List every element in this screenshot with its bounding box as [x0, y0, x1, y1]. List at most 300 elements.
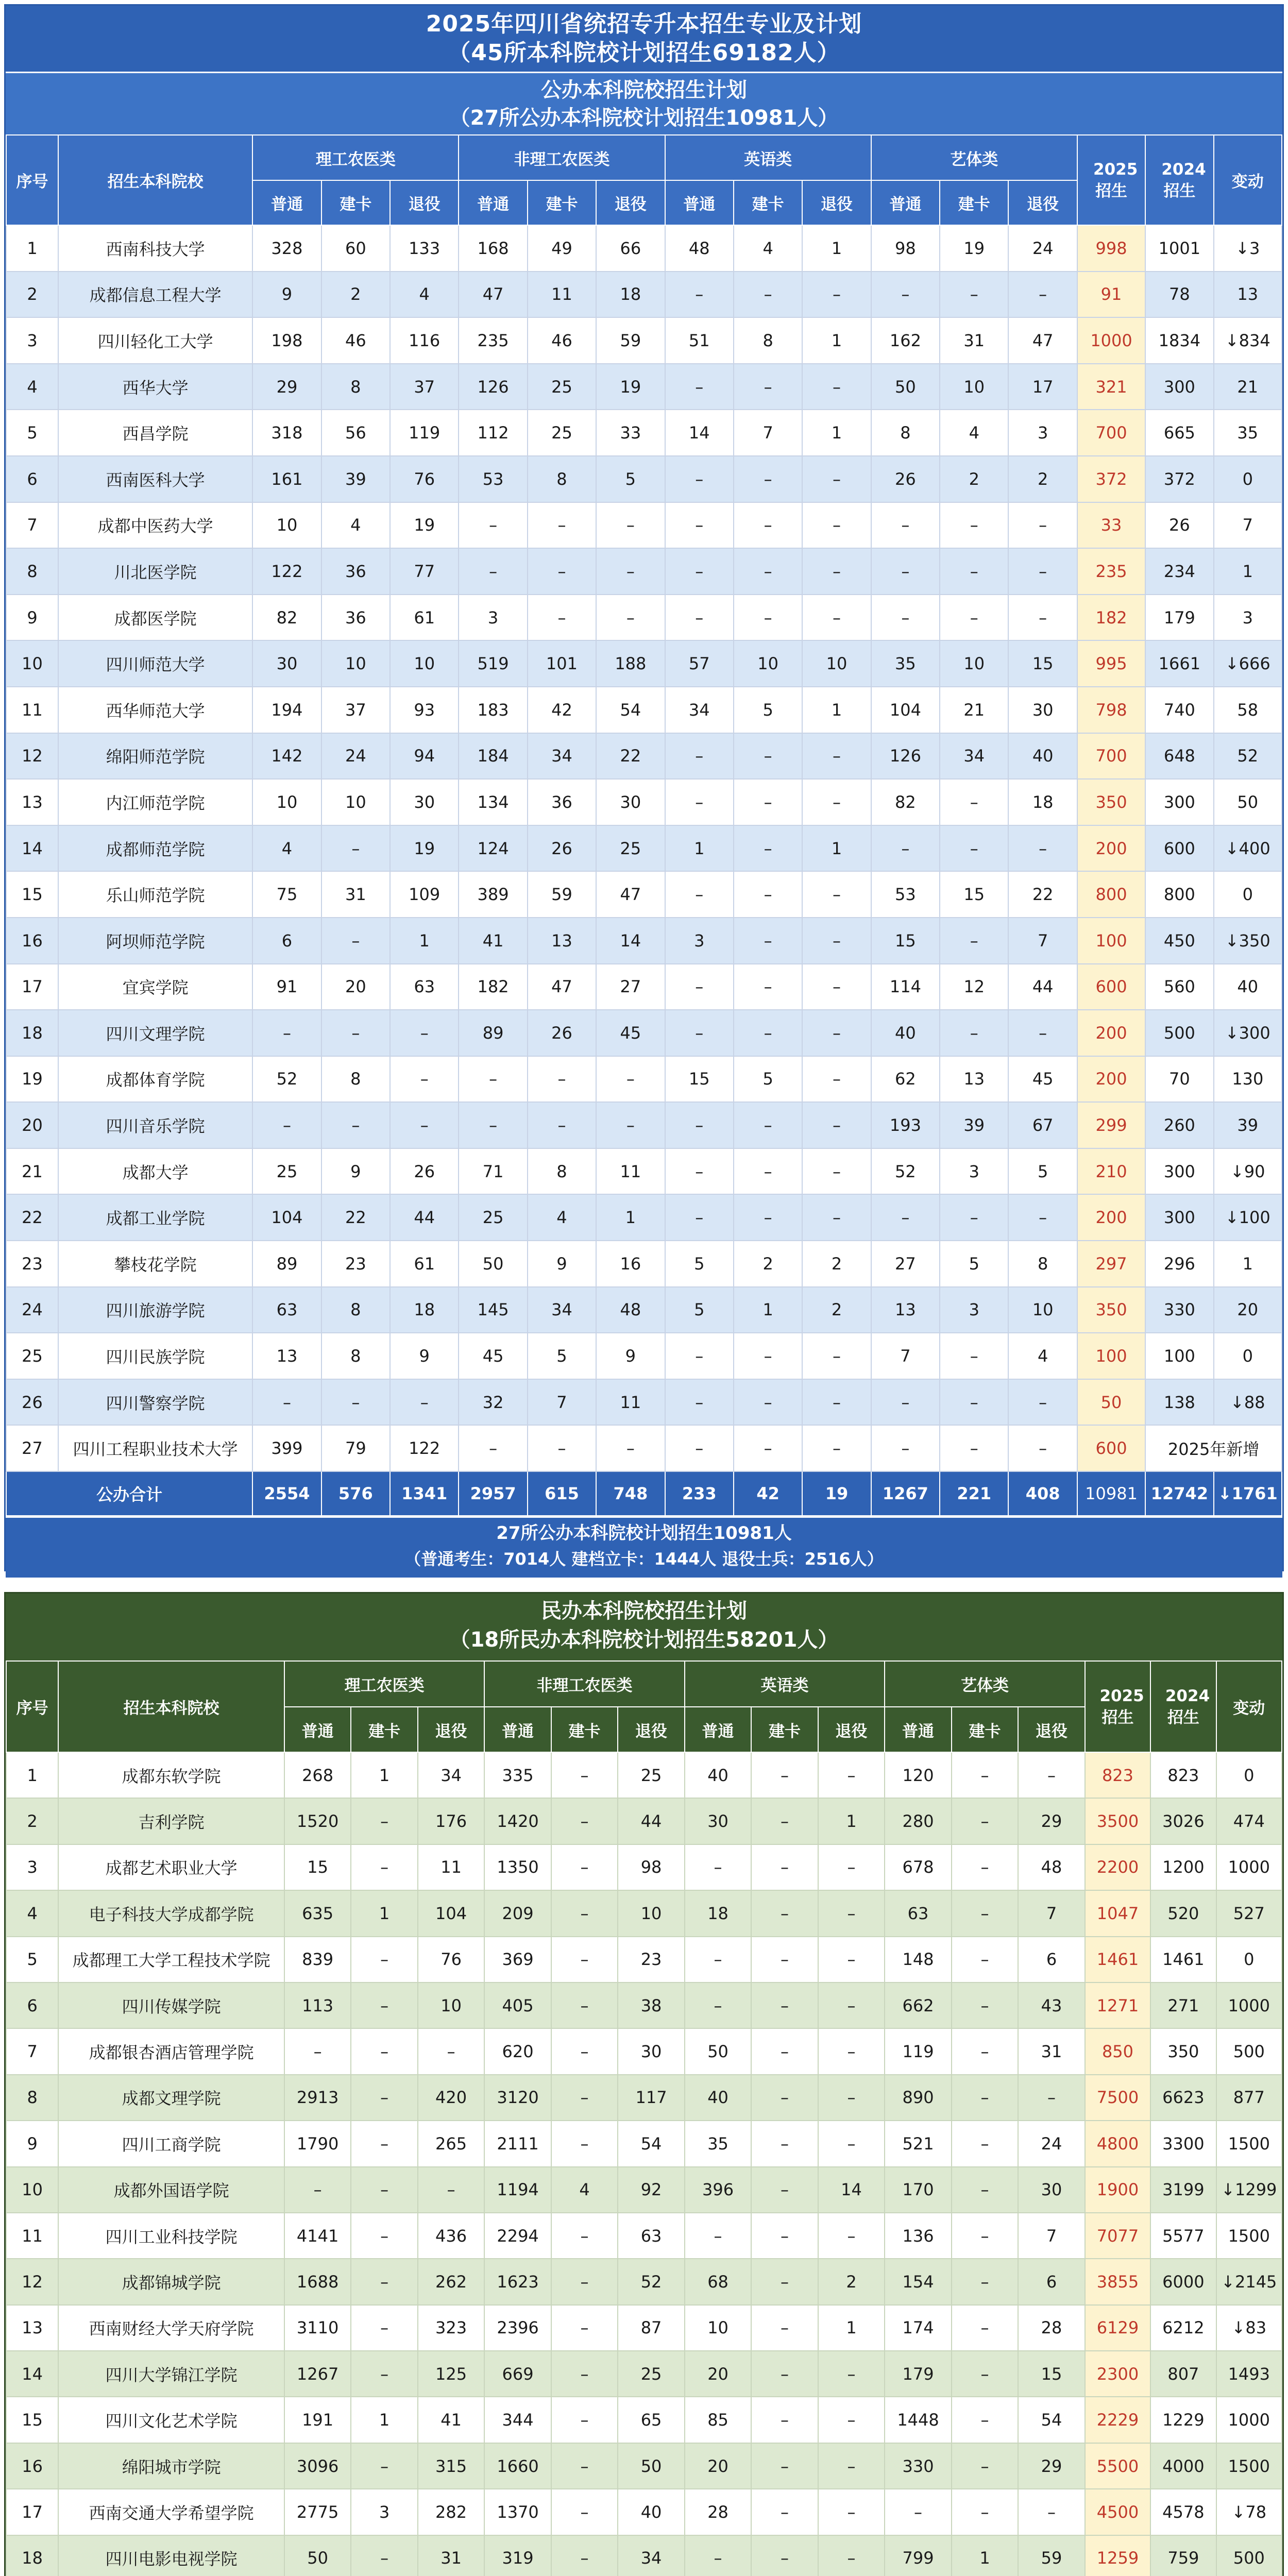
- cell: 662: [885, 1982, 951, 2028]
- row-seq: 4: [6, 364, 58, 410]
- sub-card: 建卡: [351, 1707, 417, 1752]
- cell: 30: [390, 779, 459, 825]
- table-row: [6, 272, 1282, 318]
- sub-veteran: 退役: [418, 1707, 485, 1752]
- cell: –: [321, 918, 390, 964]
- cell: –: [351, 2028, 417, 2074]
- cell: –: [751, 2028, 818, 2074]
- cell: –: [751, 1982, 818, 2028]
- total-value: 233: [665, 1471, 734, 1516]
- cell: –: [596, 502, 665, 549]
- cell: 94: [390, 733, 459, 779]
- cell: –: [818, 2397, 885, 2443]
- cell: 63: [252, 1287, 321, 1333]
- cell: –: [734, 871, 802, 918]
- cell: 25: [618, 2351, 685, 2397]
- plan-2024: 1229: [1150, 2397, 1216, 2443]
- cell: 669: [484, 2351, 551, 2397]
- plan-2024: 450: [1145, 918, 1213, 964]
- plan-2025: 350: [1077, 779, 1145, 825]
- plan-2025: 850: [1085, 2028, 1150, 2074]
- public-table-body: [6, 225, 1282, 1471]
- cell: 1448: [885, 2397, 951, 2443]
- cell: –: [351, 2075, 417, 2121]
- school-name: 成都医学院: [58, 595, 252, 641]
- plan-2025: 50: [1077, 1379, 1145, 1426]
- cell: –: [321, 825, 390, 872]
- cell: 54: [1018, 2397, 1085, 2443]
- plan-2025: 1271: [1085, 1982, 1150, 2028]
- cell: –: [252, 1379, 321, 1426]
- cell: 1420: [484, 1798, 551, 1844]
- cell: –: [551, 2259, 618, 2304]
- cell: –: [351, 2213, 417, 2259]
- sub-veteran: 退役: [1008, 180, 1077, 225]
- cell: –: [551, 2121, 618, 2166]
- cell: –: [952, 1937, 1018, 1982]
- cell: 5: [940, 1241, 1008, 1287]
- cell: –: [751, 1798, 818, 1844]
- sub-regular: 普通: [871, 180, 940, 225]
- change-value: 0: [1214, 1333, 1282, 1379]
- cell: –: [459, 1425, 527, 1471]
- total-value: 615: [528, 1471, 596, 1516]
- plan-2025: 3500: [1085, 1798, 1150, 1844]
- plan-2025: 798: [1077, 687, 1145, 733]
- cell: 1688: [284, 2259, 351, 2304]
- cell: 18: [685, 1890, 751, 1936]
- change-value: ↓78: [1216, 2489, 1282, 2535]
- cell: 13: [528, 918, 596, 964]
- total-value: 221: [940, 1471, 1008, 1516]
- plan-2024: 823: [1150, 1752, 1216, 1798]
- cell: –: [802, 1379, 871, 1426]
- col-cat-english: 英语类: [665, 135, 871, 180]
- cell: 26: [528, 825, 596, 872]
- table-row: [6, 2259, 1282, 2304]
- cell: –: [551, 1890, 618, 1936]
- cell: –: [665, 1148, 734, 1195]
- cell: –: [685, 2213, 751, 2259]
- cell: –: [871, 1425, 940, 1471]
- row-seq: 8: [6, 2075, 58, 2121]
- cell: 25: [459, 1194, 527, 1241]
- cell: 59: [596, 317, 665, 364]
- table-row: [6, 2535, 1282, 2576]
- cell: 19: [390, 502, 459, 549]
- cell: –: [952, 2213, 1018, 2259]
- change-value: 20: [1214, 1287, 1282, 1333]
- plan-2024: 740: [1145, 687, 1213, 733]
- plan-2024: 6000: [1150, 2259, 1216, 2304]
- cell: –: [818, 1752, 885, 1798]
- school-name: 成都锦城学院: [58, 2259, 284, 2304]
- cell: 799: [885, 2535, 951, 2576]
- change-value: 58: [1214, 687, 1282, 733]
- cell: 1660: [484, 2443, 551, 2489]
- table-row: [6, 640, 1282, 687]
- cell: –: [665, 1379, 734, 1426]
- cell: 76: [418, 1937, 485, 1982]
- cell: –: [321, 1102, 390, 1148]
- row-seq: 26: [6, 1379, 58, 1426]
- sub-veteran: 退役: [596, 180, 665, 225]
- cell: 52: [252, 1056, 321, 1103]
- plan-2025: 350: [1077, 1287, 1145, 1333]
- sub-veteran: 退役: [802, 180, 871, 225]
- cell: 63: [618, 2213, 685, 2259]
- cell: 4: [390, 272, 459, 318]
- cell: 4141: [284, 2213, 351, 2259]
- plan-2025: 200: [1077, 1194, 1145, 1241]
- plan-2025: 700: [1077, 410, 1145, 456]
- plan-2025: 823: [1085, 1752, 1150, 1798]
- cell: 41: [418, 2397, 485, 2443]
- cell: 93: [390, 687, 459, 733]
- col-cat-english: 英语类: [685, 1661, 885, 1707]
- plan-2025: 3855: [1085, 2259, 1150, 2304]
- cell: 53: [459, 456, 527, 502]
- cell: –: [802, 272, 871, 318]
- total-value: 19: [802, 1471, 871, 1516]
- cell: 35: [685, 2121, 751, 2166]
- cell: 182: [459, 964, 527, 1010]
- table-row: [6, 825, 1282, 872]
- public-table: [6, 134, 1282, 1516]
- public-summary: [6, 1516, 1282, 1578]
- row-seq: 17: [6, 964, 58, 1010]
- row-seq: 8: [6, 548, 58, 595]
- cell: 24: [1018, 2121, 1085, 2166]
- cell: 50: [459, 1241, 527, 1287]
- cell: 68: [685, 2259, 751, 2304]
- cell: 24: [1008, 225, 1077, 272]
- school-name: 绵阳城市学院: [58, 2443, 284, 2489]
- cell: –: [952, 2259, 1018, 2304]
- cell: 323: [418, 2305, 485, 2351]
- change-value: ↓3: [1214, 225, 1282, 272]
- cell: 47: [1008, 317, 1077, 364]
- row-seq: 15: [6, 871, 58, 918]
- cell: 50: [618, 2443, 685, 2489]
- cell: –: [734, 1194, 802, 1241]
- private-subheading: （18所民办本科院校计划招生58201人）: [449, 1628, 839, 1652]
- cell: –: [952, 2397, 1018, 2443]
- cell: 85: [685, 2397, 751, 2443]
- table-row: [6, 2213, 1282, 2259]
- plan-2025: 998: [1077, 225, 1145, 272]
- cell: –: [665, 1333, 734, 1379]
- cell: 75: [252, 871, 321, 918]
- cell: 369: [484, 1937, 551, 1982]
- plan-2024: 1200: [1150, 1844, 1216, 1890]
- cell: –: [528, 595, 596, 641]
- cell: –: [818, 2213, 885, 2259]
- row-seq: 7: [6, 2028, 58, 2074]
- cell: 21: [940, 687, 1008, 733]
- change-value: 1500: [1216, 2213, 1282, 2259]
- change-value: ↓90: [1214, 1148, 1282, 1195]
- cell: 678: [885, 1844, 951, 1890]
- cell: 7: [734, 410, 802, 456]
- cell: 8: [321, 1056, 390, 1103]
- col-2025: 2025招生: [1085, 1661, 1150, 1752]
- sub-regular: 普通: [284, 1707, 351, 1752]
- cell: –: [818, 2121, 885, 2166]
- main-title-band: [6, 6, 1282, 72]
- plan-2025: 100: [1077, 1333, 1145, 1379]
- school-name: 攀枝花学院: [58, 1241, 252, 1287]
- cell: –: [818, 1890, 885, 1936]
- cell: 7: [528, 1379, 596, 1426]
- cell: 2: [940, 456, 1008, 502]
- cell: 40: [685, 2075, 751, 2121]
- cell: 59: [528, 871, 596, 918]
- cell: 3096: [284, 2443, 351, 2489]
- cell: 42: [528, 687, 596, 733]
- cell: 117: [618, 2075, 685, 2121]
- change-value: 0: [1216, 1752, 1282, 1798]
- cell: –: [596, 595, 665, 641]
- school-name: 西南交通大学希望学院: [58, 2489, 284, 2535]
- cell: 262: [418, 2259, 485, 2304]
- cell: 1: [802, 825, 871, 872]
- cell: –: [596, 548, 665, 595]
- plan-2024: 372: [1145, 456, 1213, 502]
- cell: 1: [351, 2397, 417, 2443]
- cell: –: [685, 1844, 751, 1890]
- cell: –: [802, 1010, 871, 1056]
- public-table-total: [6, 1471, 1282, 1516]
- school-name: 四川民族学院: [58, 1333, 252, 1379]
- cell: –: [551, 2443, 618, 2489]
- cell: –: [734, 1148, 802, 1195]
- total-value: 576: [321, 1471, 390, 1516]
- cell: –: [751, 2075, 818, 2121]
- cell: 25: [528, 364, 596, 410]
- cell: 30: [685, 1798, 751, 1844]
- cell: 519: [459, 640, 527, 687]
- cell: 104: [252, 1194, 321, 1241]
- cell: 101: [528, 640, 596, 687]
- cell: 31: [1018, 2028, 1085, 2074]
- row-seq: 18: [6, 1010, 58, 1056]
- cell: 436: [418, 2213, 485, 2259]
- cell: –: [1008, 1425, 1077, 1471]
- cell: 125: [418, 2351, 485, 2397]
- row-seq: 21: [6, 1148, 58, 1195]
- cell: 1623: [484, 2259, 551, 2304]
- cell: –: [802, 502, 871, 549]
- row-seq: 10: [6, 2167, 58, 2213]
- plan-2025: 5500: [1085, 2443, 1150, 2489]
- cell: –: [665, 595, 734, 641]
- change-value: 52: [1214, 733, 1282, 779]
- cell: 2: [802, 1287, 871, 1333]
- plan-2025: 995: [1077, 640, 1145, 687]
- cell: –: [665, 1425, 734, 1471]
- plan-2024: 260: [1145, 1102, 1213, 1148]
- cell: 12: [940, 964, 1008, 1010]
- main-subtitle: （45所本科院校计划招生69182人）: [448, 40, 840, 66]
- plan-2024: 300: [1145, 364, 1213, 410]
- cell: –: [528, 502, 596, 549]
- cell: –: [940, 1379, 1008, 1426]
- cell: 92: [618, 2167, 685, 2213]
- col-cat-arts: 艺体类: [871, 135, 1077, 180]
- cell: 13: [871, 1287, 940, 1333]
- sub-regular: 普通: [885, 1707, 951, 1752]
- school-name: 成都艺术职业大学: [58, 1844, 284, 1890]
- school-name: 四川大学锦江学院: [58, 2351, 284, 2397]
- change-value: 0: [1216, 1937, 1282, 1982]
- public-summary-detail: （普通考生：7014人 建档立卡：1444人 退役士兵：2516人）: [404, 1549, 884, 1569]
- cell: 18: [596, 272, 665, 318]
- cell: 29: [1018, 1798, 1085, 1844]
- cell: 389: [459, 871, 527, 918]
- cell: 20: [685, 2351, 751, 2397]
- cell: 22: [321, 1194, 390, 1241]
- plan-2024: 300: [1145, 1194, 1213, 1241]
- cell: 34: [618, 2535, 685, 2576]
- cell: 34: [418, 1752, 485, 1798]
- cell: –: [940, 548, 1008, 595]
- cell: 235: [459, 317, 527, 364]
- school-name: 乐山师范学院: [58, 871, 252, 918]
- cell: 191: [284, 2397, 351, 2443]
- cell: 16: [596, 1241, 665, 1287]
- cell: –: [1008, 825, 1077, 872]
- table-row: [6, 2167, 1282, 2213]
- cell: 344: [484, 2397, 551, 2443]
- plan-2024: 234: [1145, 548, 1213, 595]
- cell: 61: [390, 1241, 459, 1287]
- plan-2024: 648: [1145, 733, 1213, 779]
- cell: –: [551, 1752, 618, 1798]
- cell: –: [952, 2305, 1018, 2351]
- private-table: [6, 1660, 1282, 2576]
- cell: –: [871, 825, 940, 872]
- cell: 30: [596, 779, 665, 825]
- change-value: 1500: [1216, 2121, 1282, 2166]
- public-section: [4, 4, 1284, 1571]
- cell: –: [252, 1010, 321, 1056]
- cell: 5: [596, 456, 665, 502]
- cell: 119: [885, 2028, 951, 2074]
- cell: –: [551, 1982, 618, 2028]
- cell: –: [351, 2443, 417, 2489]
- cell: –: [685, 1937, 751, 1982]
- cell: 31: [940, 317, 1008, 364]
- cell: –: [665, 1010, 734, 1056]
- table-row: [6, 2305, 1282, 2351]
- cell: 56: [321, 410, 390, 456]
- plan-2025: 7500: [1085, 2075, 1150, 2121]
- cell: 39: [321, 456, 390, 502]
- cell: –: [871, 272, 940, 318]
- plan-2024: 665: [1145, 410, 1213, 456]
- cell: –: [665, 548, 734, 595]
- row-seq: 24: [6, 1287, 58, 1333]
- sub-veteran: 退役: [618, 1707, 685, 1752]
- school-name: 成都大学: [58, 1148, 252, 1195]
- row-seq: 16: [6, 2443, 58, 2489]
- change-value: ↓666: [1214, 640, 1282, 687]
- cell: –: [551, 2213, 618, 2259]
- plan-2024: 800: [1145, 871, 1213, 918]
- col-seq: 序号: [6, 1661, 58, 1752]
- cell: –: [734, 1379, 802, 1426]
- cell: –: [321, 1379, 390, 1426]
- col-2024: 2024招生: [1145, 135, 1213, 225]
- cell: 24: [321, 733, 390, 779]
- row-seq: 2: [6, 272, 58, 318]
- table-row: [6, 1937, 1282, 1982]
- school-name: 宜宾学院: [58, 964, 252, 1010]
- change-value: 1000: [1216, 1982, 1282, 2028]
- plan-2024: 70: [1145, 1056, 1213, 1103]
- cell: 40: [618, 2489, 685, 2535]
- plan-2025: 200: [1077, 1056, 1145, 1103]
- cell: 14: [665, 410, 734, 456]
- cell: 635: [284, 1890, 351, 1936]
- row-seq: 14: [6, 825, 58, 872]
- cell: 9: [528, 1241, 596, 1287]
- cell: 328: [252, 225, 321, 272]
- change-value: ↓83: [1216, 2305, 1282, 2351]
- change-value: 0: [1214, 871, 1282, 918]
- row-seq: 5: [6, 1937, 58, 1982]
- cell: 10: [940, 364, 1008, 410]
- cell: –: [596, 1102, 665, 1148]
- plan-2025: 1000: [1077, 317, 1145, 364]
- cell: –: [751, 2213, 818, 2259]
- cell: –: [802, 1194, 871, 1241]
- table-row: [6, 871, 1282, 918]
- change-value: 7: [1214, 502, 1282, 549]
- cell: –: [284, 2167, 351, 2213]
- cell: 26: [871, 456, 940, 502]
- table-row: [6, 2351, 1282, 2397]
- row-seq: 9: [6, 2121, 58, 2166]
- cell: –: [818, 1982, 885, 2028]
- cell: 8: [321, 1333, 390, 1379]
- total-value: ↓1761: [1214, 1471, 1282, 1516]
- plan-2024: 350: [1150, 2028, 1216, 2074]
- cell: 193: [871, 1102, 940, 1148]
- cell: 4: [528, 1194, 596, 1241]
- plan-2024: 1001: [1145, 225, 1213, 272]
- cell: –: [665, 1194, 734, 1241]
- change-value: 1: [1214, 548, 1282, 595]
- table-row: [6, 1010, 1282, 1056]
- total-value: 2957: [459, 1471, 527, 1516]
- cell: 40: [685, 1752, 751, 1798]
- cell: –: [390, 1102, 459, 1148]
- cell: 148: [885, 1937, 951, 1982]
- cell: 142: [252, 733, 321, 779]
- cell: 45: [459, 1333, 527, 1379]
- cell: 15: [1018, 2351, 1085, 2397]
- table-row: [6, 548, 1282, 595]
- cell: 59: [1018, 2535, 1085, 2576]
- cell: 45: [1008, 1056, 1077, 1103]
- table-row: [6, 687, 1282, 733]
- school-name: 四川警察学院: [58, 1379, 252, 1426]
- change-value: 1493: [1216, 2351, 1282, 2397]
- cell: 1267: [284, 2351, 351, 2397]
- cell: 48: [665, 225, 734, 272]
